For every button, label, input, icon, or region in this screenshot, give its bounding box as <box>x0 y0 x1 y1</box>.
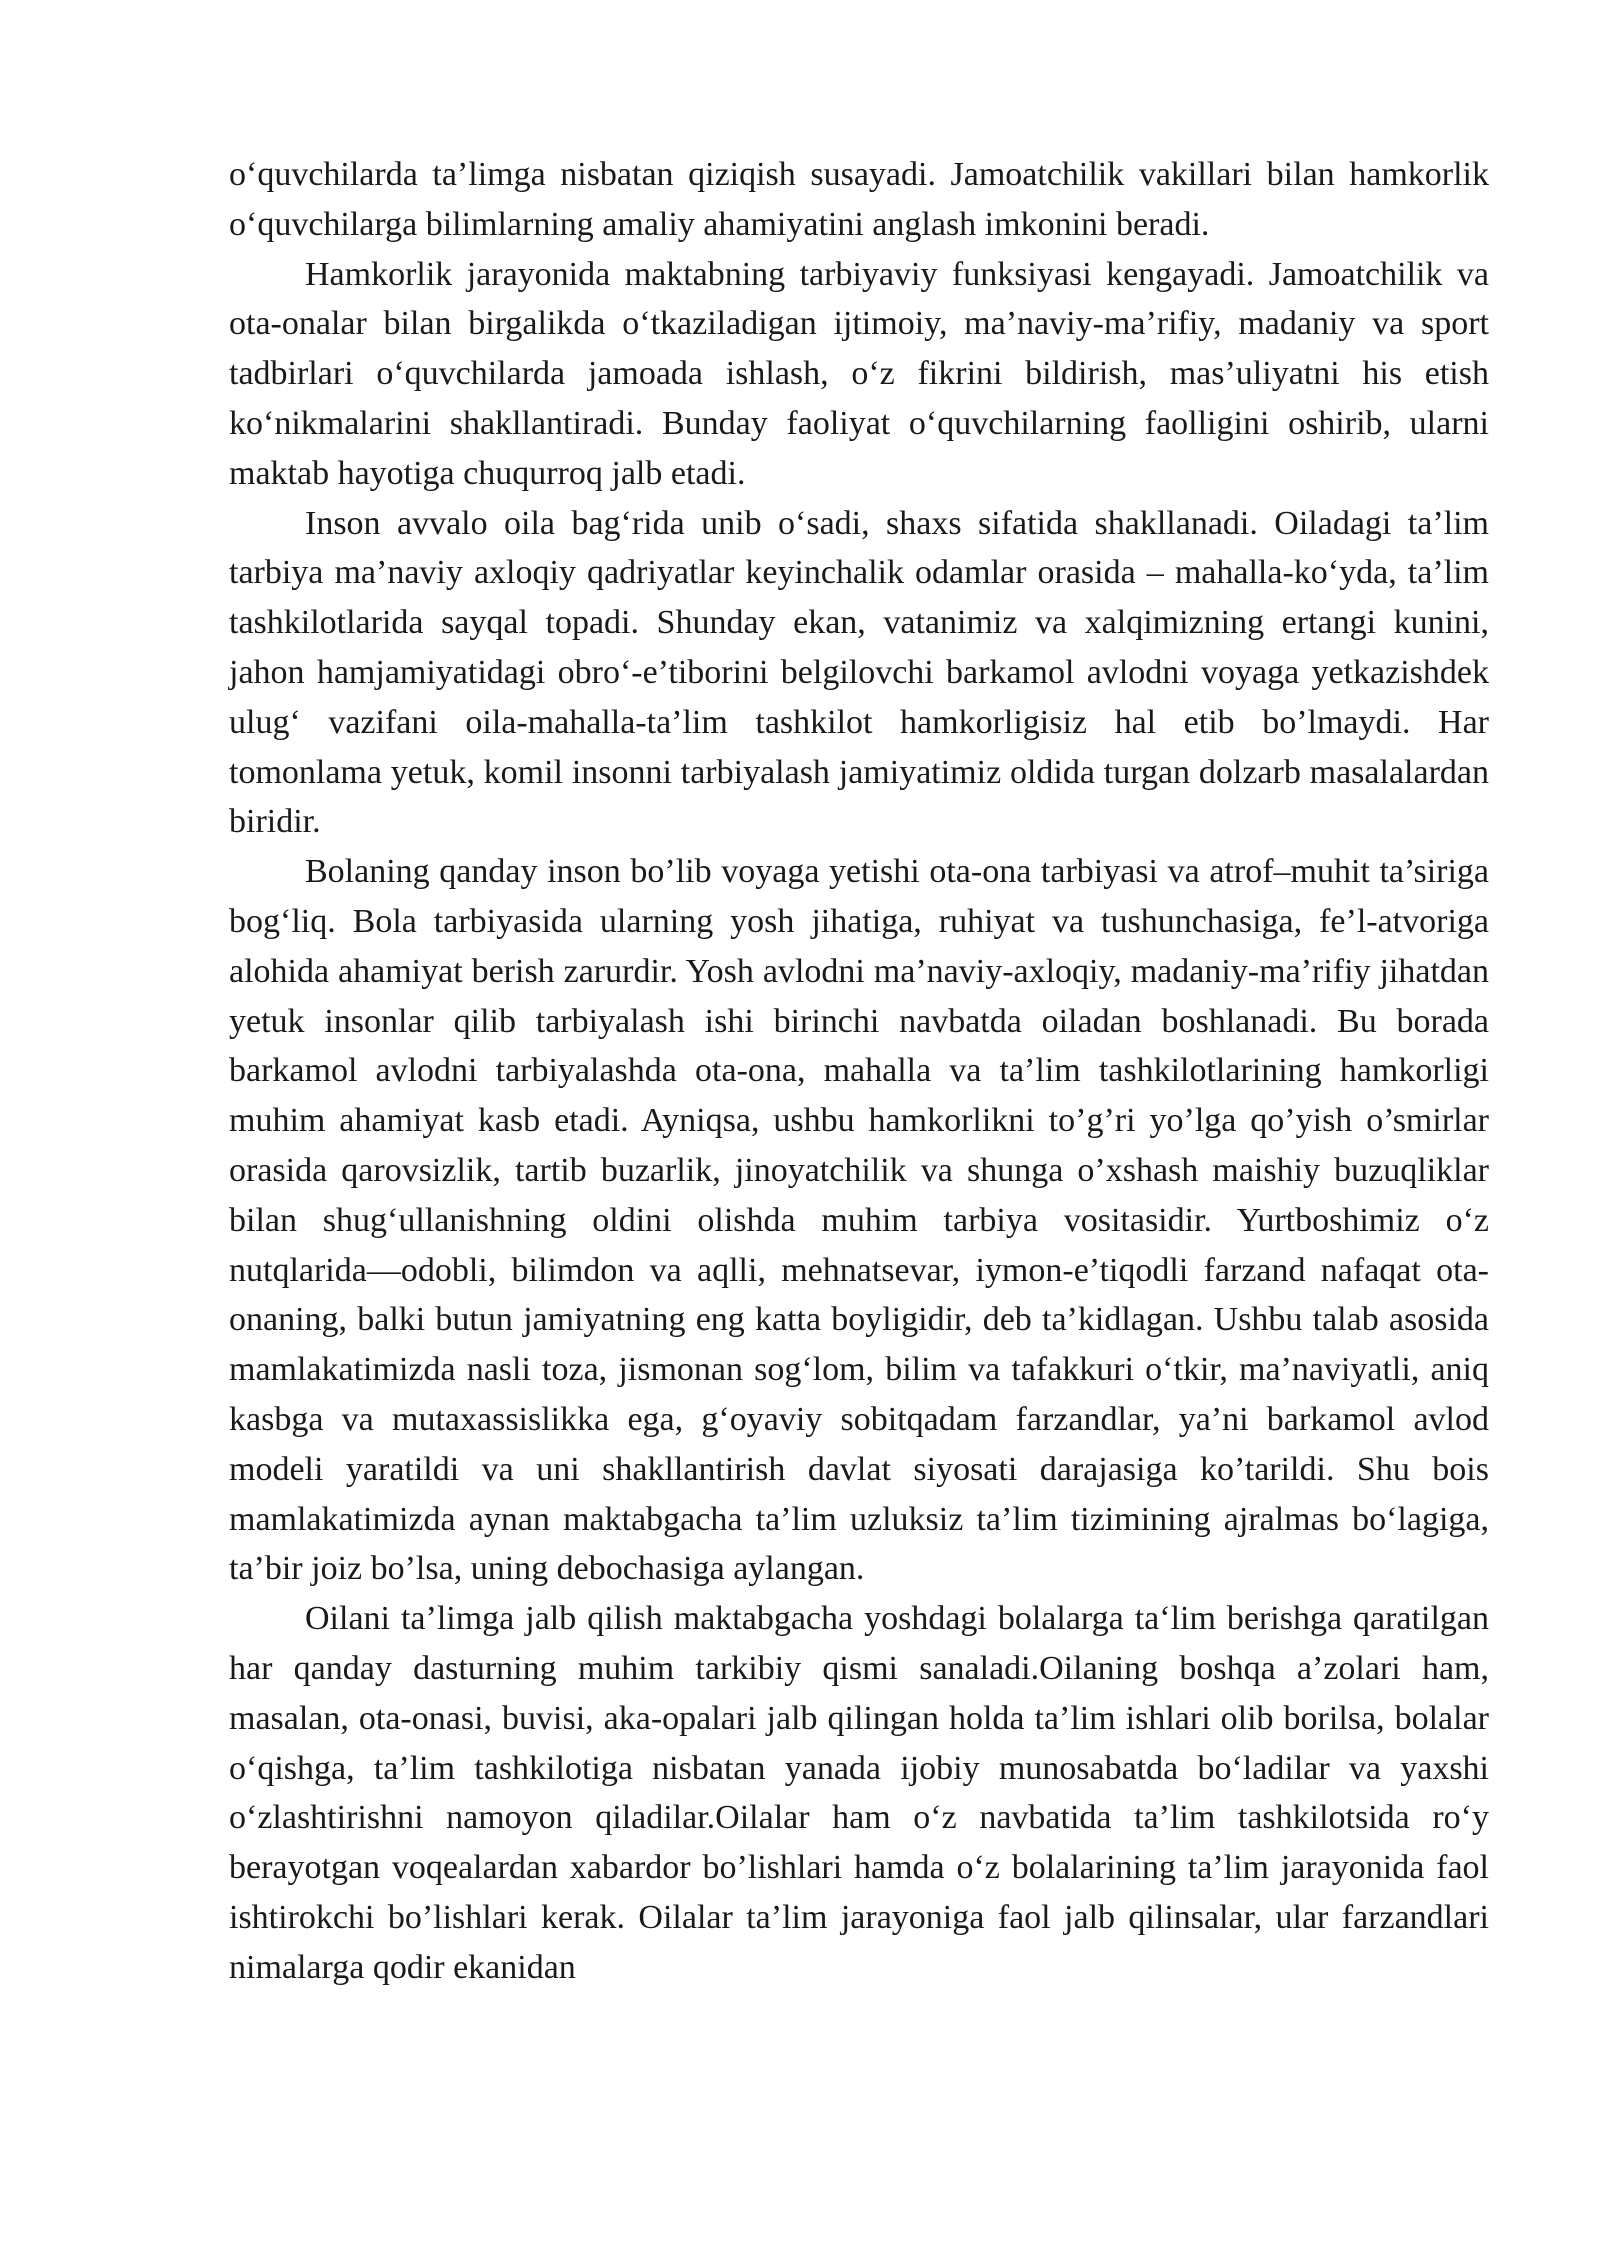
paragraph-4: Bolaning qanday inson bo’lib voyaga yetishi ota-ona tarbiyasi va atrof–muhit ta’siriga bog‘liq. Bola tarbiyasida ularning yosh jihatiga, ruhiyat va tushunchasiga, fe’l-atvoriga alohida ahamiyat berish zarurdir. Yosh avlodni ma’naviy-axloqiy, madaniy-ma’rifiy jihatdan yetuk insonlar qilib tarbiyalash ishi birinchi navbatda oiladan boshlanadi. Bu borada barkamol avlodni tarbiyalashda ota-ona, mahalla va ta’lim tashkilotlarining hamkorligi muhim ahamiyat kasb etadi. Ayniqsa, ushbu hamkorlikni to’g’ri yo’lga qo’yish o’smirlar orasida qarovsizlik, tartib buzarlik, jinoyatchilik va shunga o’xshash maishiy buzuqliklar bilan shug‘ullanishning oldini olishda muhim tarbiya vositasidir. Yurtboshimiz o‘z nutqlarida—odobli, bilimdon va aqlli, mehnatsevar, iymon-e’tiqodli farzand nafaqat ota-onaning, balki butun jamiyatning eng katta boyligidir, deb ta’kidlagan. Ushbu talab asosida mamlakatimizda nasli toza, jismonan sog‘lom, bilim va tafakkuri o‘tkir, ma’naviyatli, aniq kasbga va mutaxassislikka ega, g‘oyaviy sobitqadam farzandlar, ya’ni barkamol avlod modeli yaratildi va uni shakllantirish davlat siyosati darajasiga ko’tarildi. Shu bois mamlakatimizda aynan maktabgacha ta’lim uzluksiz ta’lim tizimining ajralmas bo‘lagiga, ta’bir joiz bo’lsa, uning debochasiga aylangan. <box>229 853 1489 1588</box>
body-text <box>229 150 1489 1992</box>
paragraph-3: Inson avvalo oila bag‘rida unib o‘sadi, shaxs sifatida shakllanadi. Oiladagi ta’lim tarbiya ma’naviy axloqiy qadriyatlar keyinchalik odamlar orasida – mahalla-ko‘yda, ta’lim tashkilotlarida sayqal topadi. Shunday ekan, vatanimiz va xalqimizning ertangi kunini, jahon hamjamiyatidagi obro‘-e’tiborini belgilovchi barkamol avlodni voyaga yetkazishdek ulug‘ vazifani oila-mahalla-ta’lim tashkilot hamkorligisiz hal etib bo’lmaydi. Har tomonlama yetuk, komil insonni tarbiyalash jamiyatimiz oldida turgan dolzarb masalalardan biridir. <box>229 504 1489 841</box>
paragraph-2: Hamkorlik jarayonida maktabning tarbiyaviy funksiyasi kengayadi. Jamoatchilik va ota-onalar bilan birgalikda o‘tkaziladigan ijtimoiy, ma’naviy-ma’rifiy, madaniy va sport tadbirlari o‘quvchilarda jamoada ishlash, o‘z fikrini bildirish, mas’uliyatni his etish ko‘nikmalarini shakllantiradi. Bunday faoliyat o‘quvchilarning faolligini oshirib, ularni maktab hayotiga chuqurroq jalb etadi. <box>229 255 1489 492</box>
paragraph-5: Oilani ta’limga jalb qilish maktabgacha yoshdagi bolalarga ta‘lim berishga qaratilgan har qanday dasturning muhim tarkibiy qismi sanaladi.Oilaning boshqa a’zolari ham, masalan, ota-onasi, buvisi, aka-opalari jalb qilingan holda ta’lim ishlari olib borilsa, bolalar o‘qishga, ta’lim tashkilotiga nisbatan yanada ijobiy munosabatda bo‘ladilar va yaxshi o‘zlashtirishni namoyon qiladilar.Oilalar ham o‘z navbatida ta’lim tashkilotsida ro‘y berayotgan voqealardan xabardor bo’lishlari hamda o‘z bolalarining ta’lim jarayonida faol ishtirokchi bo’lishlari kerak. Oilalar ta’lim jarayoniga faol jalb qilinsalar, ular farzandlari nimalarga qodir ekanidan <box>229 1600 1489 1986</box>
paragraph-1: o‘quvchilarda ta’limga nisbatan qiziqish susayadi. Jamoatchilik vakillari bilan hamkorlik o‘quvchilarga bilimlarning amaliy ahamiyatini anglash imkonini beradi. <box>229 156 1489 243</box>
